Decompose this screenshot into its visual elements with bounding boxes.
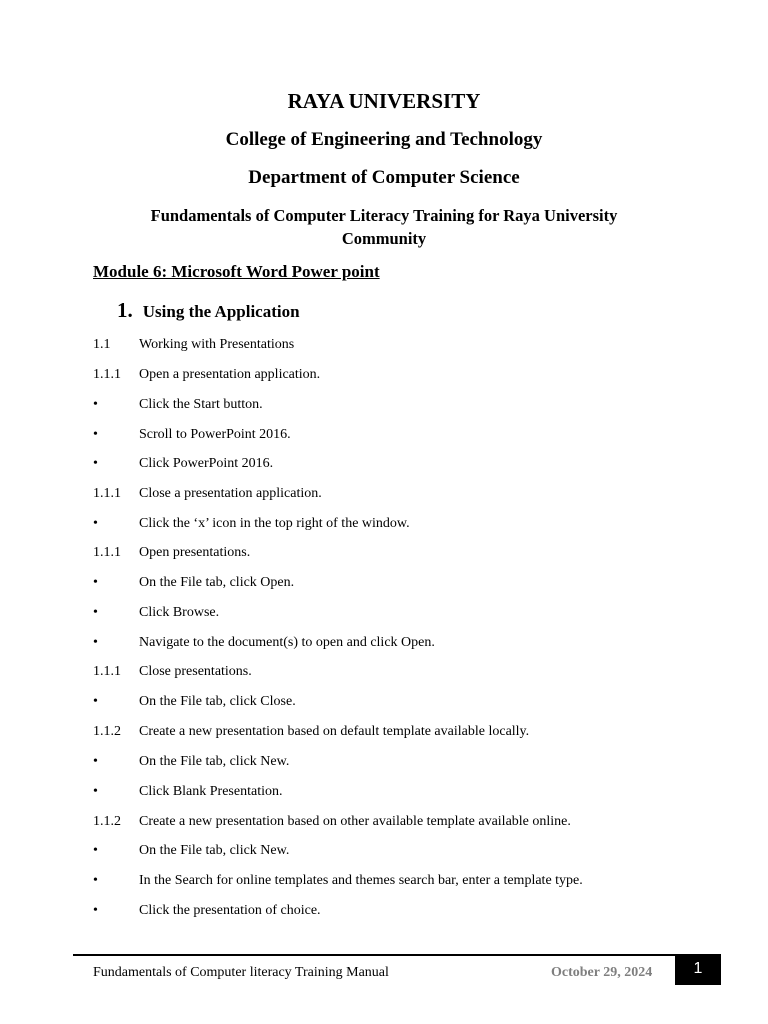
list-marker: • [93,605,98,620]
list-text: Click the ‘x’ icon in the top right of the window. [139,516,410,531]
list-marker: • [93,903,98,918]
list-text: On the File tab, click New. [139,843,290,858]
list-marker: • [93,427,98,442]
list-text: Click the Start button. [139,397,263,412]
list-text: Working with Presentations [139,337,295,352]
footer-manual-title: Fundamentals of Computer literacy Training Manual [93,965,389,980]
list-text: On the File tab, click Open. [139,575,295,590]
list-marker: • [93,635,98,650]
training-title: Fundamentals of Computer Literacy Training for Raya University Community [150,206,618,248]
list-text: Click Blank Presentation. [139,784,283,799]
college-heading: College of Engineering and Technology [225,129,543,150]
list-marker: • [93,754,98,769]
footer-date: October 29, 2024 [551,965,653,980]
list-text: Close presentations. [139,664,252,679]
list-marker: • [93,456,98,471]
list-text: Click Browse. [139,605,220,620]
list-text: Create a new presentation based on default template available locally. [139,724,530,739]
list-text: Open presentations. [139,545,251,560]
list-text: On the File tab, click New. [139,754,290,769]
page-number: 1 [675,955,721,985]
list-text: Open a presentation application. [139,367,321,382]
footer-divider [73,954,721,956]
university-title: RAYA UNIVERSITY [287,89,481,113]
list-text: Scroll to PowerPoint 2016. [139,427,291,442]
list-marker: • [93,397,98,412]
list-marker: 1.1.1 [93,664,121,679]
list-marker: 1.1.1 [93,545,121,560]
list-marker: • [93,575,98,590]
list-marker: • [93,784,98,799]
section-number: 1. [117,298,133,322]
list-marker: • [93,873,98,888]
department-heading: Department of Computer Science [248,167,520,188]
list-marker: 1.1.2 [93,724,121,739]
list-text: Navigate to the document(s) to open and click Open. [139,635,435,650]
list-marker: • [93,843,98,858]
list-text: Create a new presentation based on other available template available online. [139,814,571,829]
list-marker: 1.1.1 [93,486,121,501]
list-marker: 1.1 [93,337,111,352]
list-text: On the File tab, click Close. [139,694,296,709]
section-heading [117,297,300,326]
module-heading: Module 6: Microsoft Word Power point [93,262,380,281]
list-marker: • [93,516,98,531]
list-text: In the Search for online templates and themes search bar, enter a template type. [139,873,583,888]
list-text: Click PowerPoint 2016. [139,456,274,471]
list-marker: • [93,694,98,709]
list-marker: 1.1.1 [93,367,121,382]
list-text: Close a presentation application. [139,486,322,501]
list-text: Click the presentation of choice. [139,903,321,918]
section-title: Using the Application [142,302,300,321]
list-marker: 1.1.2 [93,814,121,829]
